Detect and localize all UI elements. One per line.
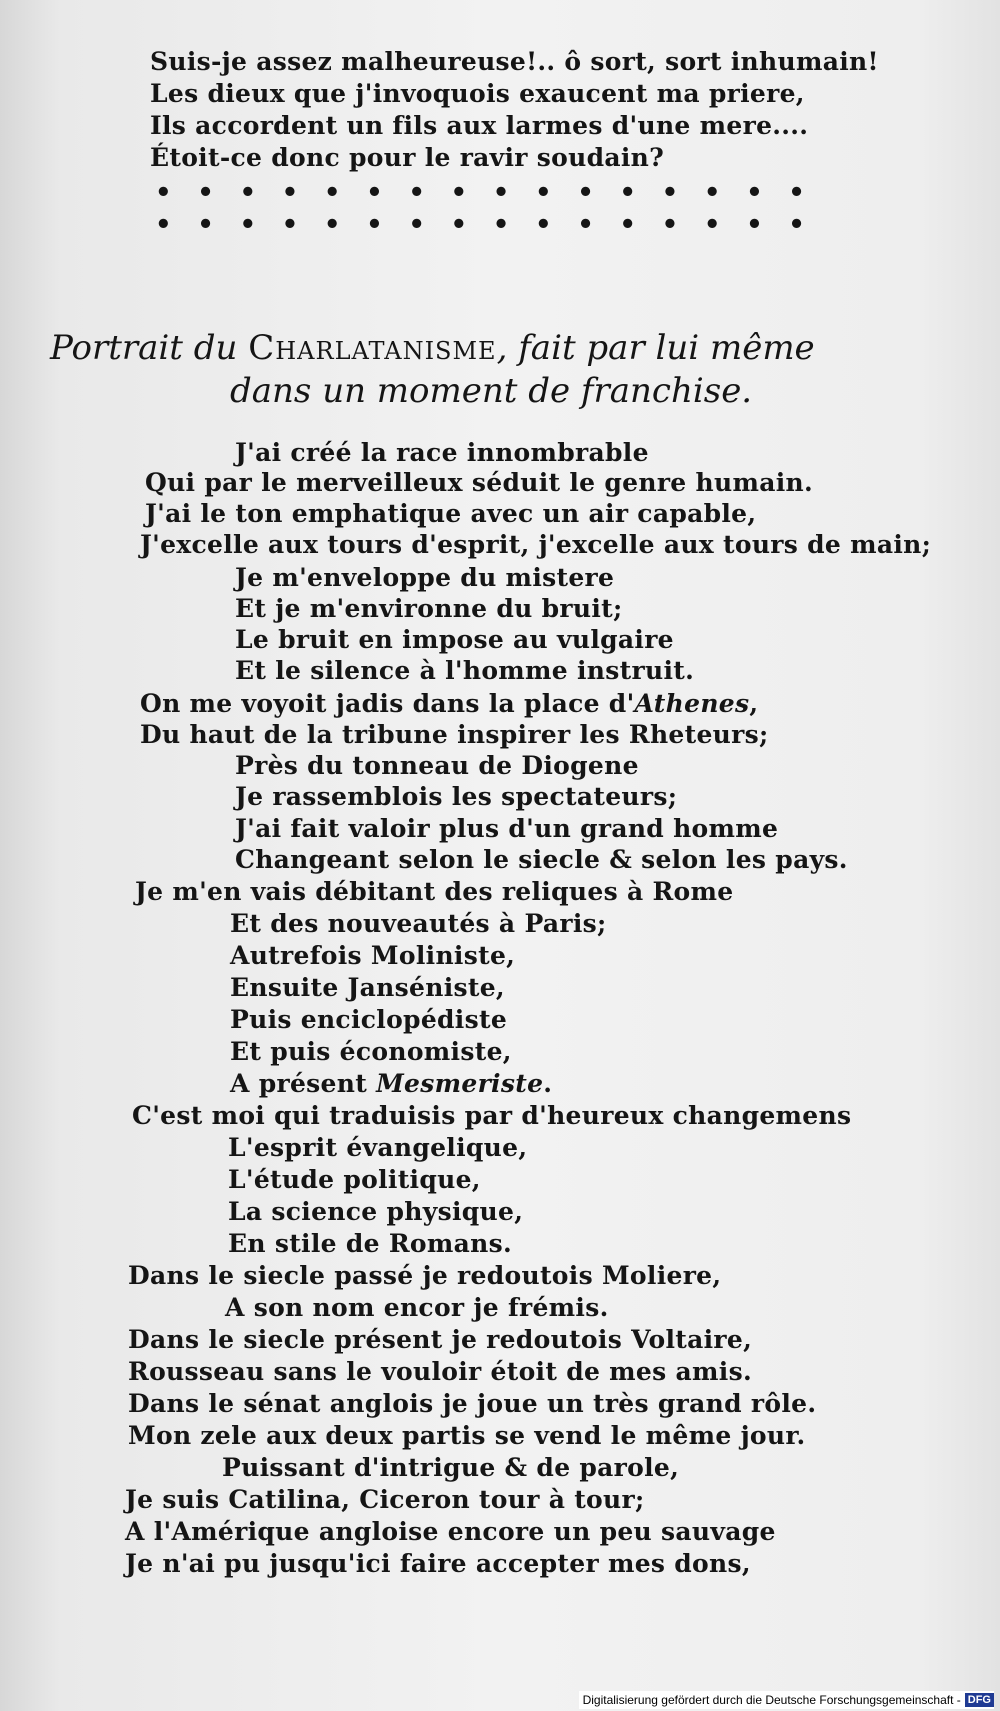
- ellipsis-dot: •: [281, 210, 299, 240]
- poem-line: Ils accordent un fils aux larmes d'une mere....: [150, 111, 809, 140]
- verse-line: La science physique,: [228, 1197, 524, 1226]
- ellipsis-dot: •: [197, 210, 214, 240]
- ellipsis-dot: •: [746, 210, 763, 240]
- ellipsis-dot: •: [746, 178, 763, 208]
- verse-line: Et je m'environne du bruit;: [235, 594, 623, 623]
- poem-line: Les dieux que j'invoquois exaucent ma priere,: [150, 79, 805, 108]
- verse-line: Je rassemblois les spectateurs;: [235, 782, 678, 811]
- verse-line: Dans le sénat anglois je joue un très grand rôle.: [128, 1389, 817, 1418]
- verse-line: Près du tonneau de Diogene: [235, 751, 639, 780]
- ellipsis-dot: •: [366, 210, 383, 240]
- verse-line: Et puis économiste,: [230, 1037, 512, 1066]
- ellipsis-dot: •: [281, 178, 299, 208]
- verse-line: Changeant selon le siecle & selon les pays.: [235, 845, 848, 874]
- verse-line: A l'Amérique angloise encore un peu sauvage: [125, 1517, 776, 1546]
- poem-line: Suis-je assez malheureuse!.. ô sort, sort inhumain!: [150, 47, 879, 76]
- verse-line: Puis enciclopédiste: [230, 1005, 508, 1034]
- verse-line: J'excelle aux tours d'esprit, j'excelle aux tours de main;: [140, 530, 932, 559]
- verse-line: Le bruit en impose au vulgaire: [235, 625, 674, 654]
- verse-line: J'ai créé la race innombrable: [235, 438, 649, 467]
- ellipsis-dot: •: [155, 210, 172, 240]
- verse-line: Mon zele aux deux partis se vend le même jour.: [128, 1421, 806, 1450]
- section-title: Portrait du Charlatanisme, fait par lui même: [50, 328, 815, 368]
- verse-line: En stile de Romans.: [228, 1229, 513, 1258]
- verse-line: L'esprit évangelique,: [228, 1133, 528, 1162]
- section-title-line2: dans un moment de franchise.: [230, 371, 753, 411]
- verse-line: Je m'enveloppe du mistere: [235, 563, 615, 592]
- ellipsis-dot: •: [534, 210, 552, 240]
- verse-line: A son nom encor je frémis.: [225, 1293, 609, 1322]
- verse-line: Rousseau sans le vouloir étoit de mes amis.: [128, 1357, 752, 1386]
- verse-line: Je suis Catilina, Ciceron tour à tour;: [125, 1485, 645, 1514]
- ellipsis-dot: •: [450, 210, 468, 240]
- ellipsis-dot: •: [239, 178, 257, 208]
- ellipsis-dot: •: [197, 178, 214, 208]
- ellipsis-dot: •: [619, 210, 637, 240]
- ellipsis-dot: •: [619, 178, 637, 208]
- ellipsis-dot: •: [788, 210, 805, 240]
- ellipsis-dot: •: [366, 178, 383, 208]
- ellipsis-dot: •: [450, 178, 468, 208]
- ellipsis-dot: •: [155, 178, 172, 208]
- ellipsis-dot: •: [492, 210, 510, 240]
- ellipsis-dots-row: [155, 178, 805, 208]
- ellipsis-dot: •: [577, 178, 594, 208]
- verse-line: Du haut de la tribune inspirer les Rheteurs;: [140, 720, 769, 749]
- verse-line: J'ai le ton emphatique avec un air capable,: [145, 499, 757, 528]
- dfg-logo: DFG: [965, 1693, 994, 1707]
- verse-line: Je n'ai pu jusqu'ici faire accepter mes dons,: [125, 1549, 751, 1578]
- verse-line: Je m'en vais débitant des reliques à Rome: [135, 877, 734, 906]
- verse-line: L'étude politique,: [228, 1165, 481, 1194]
- ellipsis-dot: •: [239, 210, 257, 240]
- ellipsis-dots-row: [155, 210, 805, 240]
- ellipsis-dot: •: [323, 210, 341, 240]
- ellipsis-dot: •: [703, 210, 721, 240]
- ellipsis-dot: •: [492, 178, 510, 208]
- ellipsis-dot: •: [661, 210, 679, 240]
- ellipsis-dot: •: [577, 210, 594, 240]
- verse-line: Dans le siecle présent je redoutois Voltaire,: [128, 1325, 753, 1354]
- verse-line: Dans le siecle passé je redoutois Moliere,: [128, 1261, 722, 1290]
- verse-line: Et le silence à l'homme instruit.: [235, 656, 695, 685]
- verse-line: Autrefois Moliniste,: [230, 941, 516, 970]
- ellipsis-dot: •: [703, 178, 721, 208]
- verse-line: Et des nouveautés à Paris;: [230, 909, 607, 938]
- ellipsis-dot: •: [788, 178, 805, 208]
- footer-text: Digitalisierung gefördert durch die Deutsche Forschungsgemeinschaft -: [582, 1693, 961, 1707]
- digitization-footer: [579, 1691, 994, 1709]
- verse-line: J'ai fait valoir plus d'un grand homme: [235, 814, 779, 843]
- verse-line: Qui par le merveilleux séduit le genre humain.: [145, 468, 813, 497]
- ellipsis-dot: •: [323, 178, 341, 208]
- verse-line: A présent Mesmeriste.: [230, 1069, 553, 1098]
- ellipsis-dot: •: [661, 178, 679, 208]
- verse-line: Ensuite Janséniste,: [230, 973, 505, 1002]
- ellipsis-dot: •: [408, 178, 425, 208]
- poem-line: Étoit-ce donc pour le ravir soudain?: [150, 143, 665, 172]
- verse-line: On me voyoit jadis dans la place d'Athenes,: [140, 689, 759, 718]
- verse-line: Puissant d'intrigue & de parole,: [222, 1453, 680, 1482]
- ellipsis-dot: •: [408, 210, 425, 240]
- verse-line: C'est moi qui traduisis par d'heureux changemens: [132, 1101, 852, 1130]
- ellipsis-dot: •: [534, 178, 552, 208]
